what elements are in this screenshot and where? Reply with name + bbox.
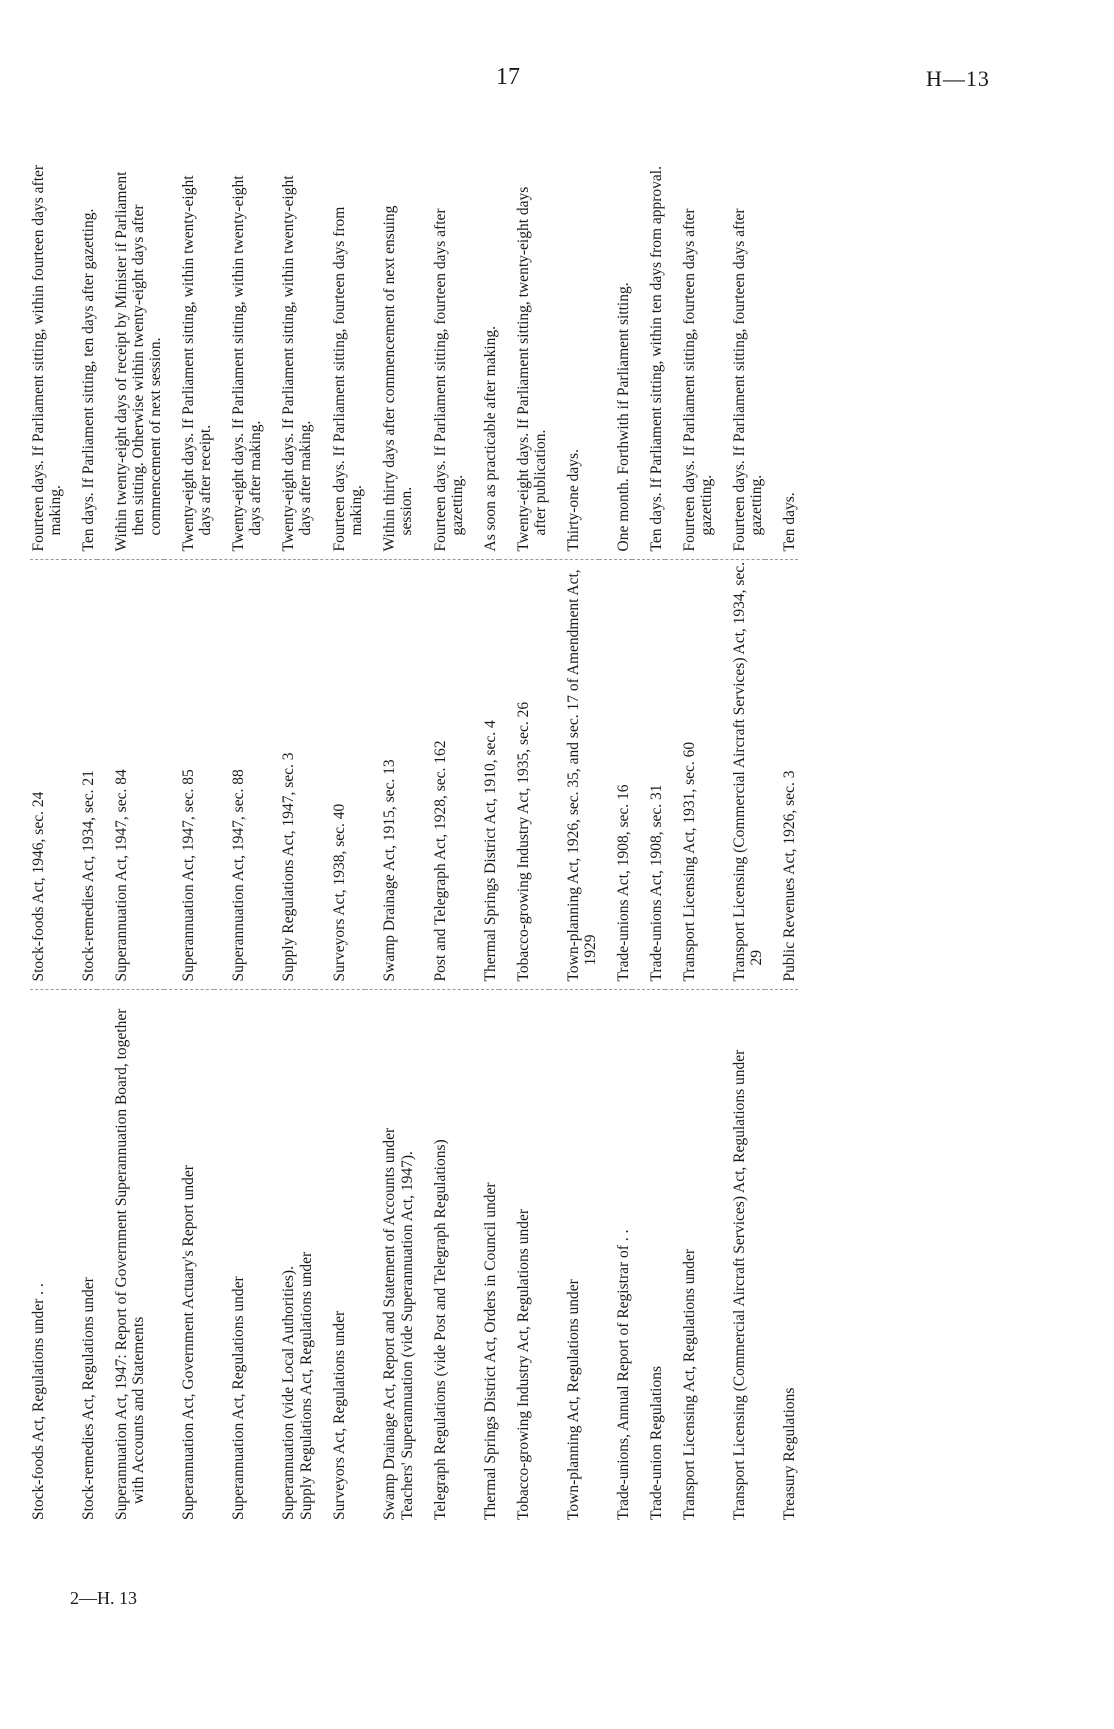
authority-cell <box>765 560 798 990</box>
subject-cell <box>64 990 97 1520</box>
time-limit-cell <box>499 160 549 560</box>
subject-text: Treasury Regulations <box>781 1387 798 1520</box>
subject-cell <box>416 990 466 1520</box>
time-limit-cell <box>315 160 365 560</box>
time-limit-text: One month. Forthwith if Parliament sitting. <box>615 282 632 552</box>
table-row <box>315 160 365 1520</box>
time-limit-text: Fourteen days. If Parliament sitting, fourteen days after gazetting. <box>432 208 466 552</box>
authority-text: Superannuation Act, 1947, sec. 84 <box>113 769 130 982</box>
authority-cell <box>665 560 715 990</box>
subject-text: Superannuation Act, 1947: Report of Government Superannuation Board, together with Accounts and Statements <box>113 1008 147 1520</box>
time-limit-cell <box>665 160 715 560</box>
table-row <box>64 160 97 1520</box>
time-limit-cell <box>164 160 214 560</box>
table-row <box>549 160 599 1520</box>
authority-text: Superannuation Act, 1947, sec. 85 <box>180 769 197 982</box>
page-number: 17 <box>496 64 520 90</box>
time-limit-text: Ten days. If Parliament sitting, ten days after gazetting. <box>80 208 97 552</box>
subject-cell <box>765 990 798 1520</box>
subject-text: Swamp Drainage Act, Report and Statement of Accounts under <box>381 1127 398 1520</box>
table-row <box>365 160 416 1520</box>
time-limit-cell <box>765 160 798 560</box>
time-limit-text: Thirty-one days. <box>565 449 582 552</box>
time-limit-text: Twenty-eight days. If Parliament sitting, within twenty-eight days after making. <box>280 175 314 552</box>
authority-cell <box>214 560 264 990</box>
authority-cell <box>599 560 632 990</box>
regulations-table <box>30 160 798 1520</box>
subject-text: Stock-remedies Act, Regulations under <box>80 1277 97 1520</box>
subject-text: Transport Licensing (Commercial Aircraft Services) Act, Regulations under <box>731 1049 748 1520</box>
subject-text: Telegraph Regulations (vide Post and Telegraph Regulations) <box>432 1139 449 1520</box>
subject-cell <box>30 990 64 1520</box>
subject-text: Supply Regulations Act, Regulations under <box>298 1251 315 1520</box>
authority-text: Superannuation Act, 1947, sec. 88 <box>230 769 247 982</box>
subject-cell <box>315 990 365 1520</box>
subject-cell <box>715 990 765 1520</box>
subject-cell <box>97 990 164 1520</box>
authority-text: Trade-unions Act, 1908, sec. 31 <box>648 784 665 982</box>
authority-text: Post and Telegraph Act, 1928, sec. 162 <box>432 740 449 982</box>
authority-cell <box>549 560 599 990</box>
time-limit-text: Twenty-eight days. If Parliament sitting, twenty-eight days after publication. <box>515 186 549 552</box>
subject-cell <box>632 990 665 1520</box>
subject-text: Trade-union Regulations <box>648 1366 665 1520</box>
authority-text: Public Revenues Act, 1926, sec. 3 <box>781 770 798 982</box>
authority-cell <box>164 560 214 990</box>
subject-cell <box>599 990 632 1520</box>
table-row <box>164 160 214 1520</box>
time-limit-cell <box>549 160 599 560</box>
authority-text: Surveyors Act, 1938, sec. 40 <box>331 803 348 982</box>
authority-cell <box>264 560 315 990</box>
subject-cell <box>466 990 499 1520</box>
time-limit-text: Fourteen days. If Parliament sitting, within fourteen days after making. <box>30 164 64 552</box>
time-limit-text: Twenty-eight days. If Parliament sitting, within twenty-eight days after making. <box>230 175 264 552</box>
time-limit-text: Fourteen days. If Parliament sitting, fourteen days from making. <box>331 206 365 552</box>
authority-cell <box>499 560 549 990</box>
time-limit-cell <box>97 160 164 560</box>
time-limit-text: As soon as practicable after making. <box>482 325 499 552</box>
time-limit-cell <box>264 160 315 560</box>
authority-text: Transport Licensing (Commercial Aircraft Services) Act, 1934, sec. 29 <box>731 561 765 982</box>
time-limit-text: Within thirty days after commencement of next ensuing session. <box>381 205 415 552</box>
subject-cell <box>549 990 599 1520</box>
table-body <box>30 160 798 1520</box>
authority-text: Stock-remedies Act, 1934, sec. 21 <box>80 770 97 982</box>
table-row <box>599 160 632 1520</box>
time-limit-cell <box>365 160 416 560</box>
subject-cell <box>499 990 549 1520</box>
time-limit-cell <box>64 160 97 560</box>
table-row <box>665 160 715 1520</box>
time-limit-cell <box>30 160 64 560</box>
subject-cell <box>164 990 214 1520</box>
time-limit-text: Ten days. If Parliament sitting, within ten days from approval. <box>648 166 665 552</box>
authority-text: Town-planning Act, 1926, sec. 35, and sec. 17 of Amendment Act, 1929 <box>565 569 599 982</box>
authority-text: Thermal Springs District Act, 1910, sec. 4 <box>482 720 499 982</box>
report-code: H—13 <box>926 66 990 91</box>
table-row <box>466 160 499 1520</box>
table-row <box>264 160 315 1520</box>
subject-text: Town-planning Act, Regulations under <box>565 1279 582 1520</box>
subject-text: Teachers' Superannuation (vide Superannuation Act, 1947). <box>399 1151 416 1520</box>
authority-cell <box>416 560 466 990</box>
table-row <box>715 160 765 1520</box>
time-limit-text: Fourteen days. If Parliament sitting, fourteen days after gazetting. <box>731 208 765 552</box>
time-limit-cell <box>632 160 665 560</box>
subject-cell <box>665 990 715 1520</box>
authority-text: Trade-unions Act, 1908, sec. 16 <box>615 784 632 982</box>
authority-text: Stock-foods Act, 1946, sec. 24 <box>30 791 47 982</box>
subject-text: Thermal Springs District Act, Orders in Council under <box>482 1182 499 1520</box>
authority-cell <box>30 560 64 990</box>
time-limit-cell <box>466 160 499 560</box>
table-row <box>632 160 665 1520</box>
table-row <box>30 160 64 1520</box>
authority-cell <box>715 560 765 990</box>
table-row <box>416 160 466 1520</box>
table-row <box>765 160 798 1520</box>
authority-cell <box>64 560 97 990</box>
authority-cell <box>365 560 416 990</box>
subject-text: Tobacco-growing Industry Act, Regulations under <box>515 1209 532 1520</box>
authority-text: Tobacco-growing Industry Act, 1935, sec. 26 <box>515 701 532 982</box>
authority-cell <box>97 560 164 990</box>
rotated-table-container <box>30 160 1000 1520</box>
subject-text: Surveyors Act, Regulations under <box>331 1310 348 1520</box>
subject-cell <box>214 990 264 1520</box>
time-limit-text: Ten days. <box>781 492 798 552</box>
time-limit-text: Within twenty-eight days of receipt by Minister if Parliament then sitting. Otherwise within twenty-eight days after commencement of next session. <box>113 171 164 552</box>
footer-signature: 2—H. 13 <box>70 1588 137 1608</box>
subject-text: Superannuation Act, Regulations under <box>230 1276 247 1520</box>
table-row <box>499 160 549 1520</box>
subject-text: Superannuation (vide Local Authorities). <box>280 1266 297 1520</box>
subject-text: Transport Licensing Act, Regulations under <box>681 1248 698 1520</box>
authority-cell <box>466 560 499 990</box>
authority-text: Supply Regulations Act, 1947, sec. 3 <box>280 752 297 982</box>
time-limit-cell <box>715 160 765 560</box>
authority-cell <box>632 560 665 990</box>
authority-text: Swamp Drainage Act, 1915, sec. 13 <box>381 759 398 982</box>
time-limit-cell <box>214 160 264 560</box>
time-limit-cell <box>599 160 632 560</box>
subject-text: Trade-unions, Annual Report of Registrar of . . <box>615 1229 632 1520</box>
subject-text: Superannuation Act, Government Actuary's Report under <box>180 1165 197 1520</box>
time-limit-cell <box>416 160 466 560</box>
subject-text: Stock-foods Act, Regulations under . . <box>30 1283 47 1520</box>
subject-cell <box>365 990 416 1520</box>
authority-cell <box>315 560 365 990</box>
subject-cell <box>264 990 315 1520</box>
time-limit-text: Fourteen days. If Parliament sitting, fourteen days after gazetting. <box>681 208 715 552</box>
table-row <box>97 160 164 1520</box>
time-limit-text: Twenty-eight days. If Parliament sitting, within twenty-eight days after receipt. <box>180 175 214 552</box>
table-row <box>214 160 264 1520</box>
authority-text: Transport Licensing Act, 1931, sec. 60 <box>681 741 698 982</box>
